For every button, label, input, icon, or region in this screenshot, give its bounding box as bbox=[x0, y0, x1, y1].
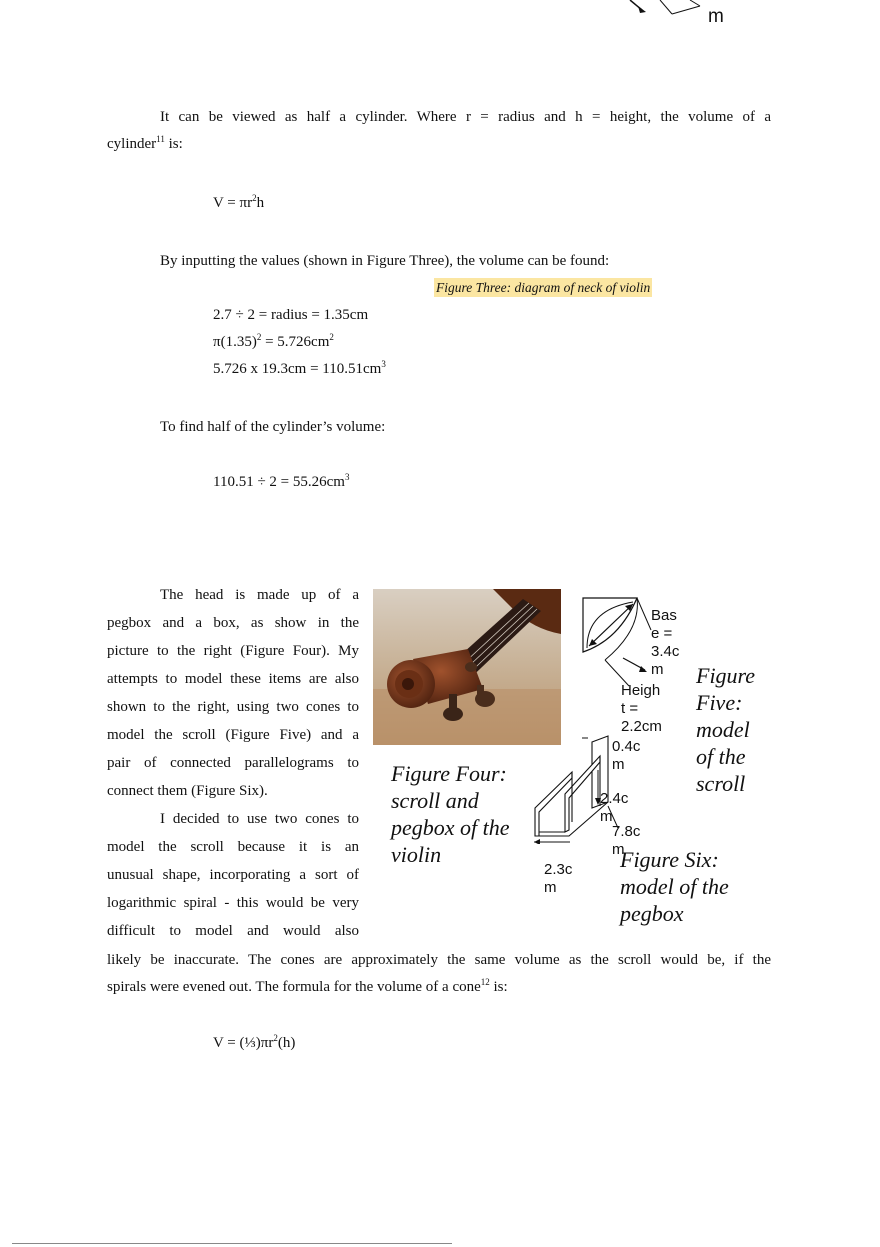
head-para-line3: picture to the right (Figure Four). My bbox=[107, 643, 359, 659]
pegbox-model-diagram bbox=[520, 732, 620, 844]
head-para-line2: pegbox and a box, as show in the bbox=[107, 615, 359, 631]
figure-four-caption: Figure Four: scroll and pegbox of the violin bbox=[391, 761, 510, 867]
calc-area: $\pi(1.35)^2 = 5.726cm^2$ bbox=[213, 332, 334, 350]
pegbox-length-label: 7.8c m bbox=[612, 823, 641, 858]
full-line1: likely be inaccurate. The cones are approximately the same volume as the scroll would be, if the bbox=[107, 952, 771, 968]
calc-radius: 2.7 ÷ 2 = radius = 1.35cm bbox=[213, 307, 369, 323]
head-para-line8: connect them (Figure Six). bbox=[107, 783, 268, 799]
head-para-line5: shown to the right, using two cones to bbox=[107, 699, 359, 715]
figure-five-caption: Figure Five: model of the scroll bbox=[696, 663, 756, 796]
pegbox-top-label: 0.4c m bbox=[612, 738, 641, 773]
paragraph-cylinder-line1: It can be viewed as half a cylinder. Where r = radius and h = height, the volume of a bbox=[160, 109, 771, 125]
cone-para-line3: unusual shape, incorporating a sort of bbox=[107, 867, 359, 883]
calc-half-volume: $110.51 \div 2 = 55.26cm^3$ bbox=[213, 472, 350, 490]
paragraph-half-cylinder: To find half of the cylinder’s volume: bbox=[160, 419, 386, 435]
cone-para-line4: logarithmic spiral - this would be very bbox=[107, 895, 359, 911]
figure-three-caption: Figure Three: diagram of neck of violin bbox=[436, 280, 651, 295]
head-para-line1: The head is made up of a bbox=[160, 587, 359, 603]
head-para-line6: model the scroll (Figure Five) and a bbox=[107, 727, 359, 743]
formula-cylinder-volume: $V = \pi r^2h$ bbox=[213, 193, 265, 211]
figure-six-caption: Figure Six: model of the pegbox bbox=[620, 847, 729, 926]
formula-cone-volume: $V = (\frac{1}{3})\pi r^2(h)$ bbox=[213, 1033, 296, 1051]
calc-volume: 5.726 x $19.3cm = 110.51cm^3$ bbox=[213, 359, 386, 377]
pegbox-side-label: 2.4c m bbox=[600, 790, 629, 825]
pegbox-bottom-label: 2.3c m bbox=[544, 861, 573, 896]
head-para-line7: pair of connected parallelograms to bbox=[107, 755, 359, 771]
head-para-line4: attempts to model these items are also bbox=[107, 671, 359, 687]
full-line2: spirals were evened out. The formula for the volume of a cone$^{12}$ is: bbox=[107, 977, 508, 995]
footnote-separator bbox=[12, 1243, 452, 1244]
violin-scroll-photo bbox=[373, 589, 561, 745]
paragraph-cylinder-line2: cylinder$^{11}$ is: bbox=[107, 134, 183, 152]
cone-para-line1: I decided to use two cones to bbox=[160, 811, 359, 827]
cone-para-line5: difficult to model and would also bbox=[107, 923, 359, 939]
cone-para-line2: model the scroll because it is an bbox=[107, 839, 359, 855]
cone-height-label: Heigh t = 2.2cm bbox=[621, 682, 662, 735]
cone-base-label: Bas e = 3.4c m bbox=[651, 607, 680, 678]
previous-diagram-label: m bbox=[708, 6, 724, 27]
paragraph-input-values: By inputting the values (shown in Figure Three), the volume can be found: bbox=[160, 253, 610, 269]
